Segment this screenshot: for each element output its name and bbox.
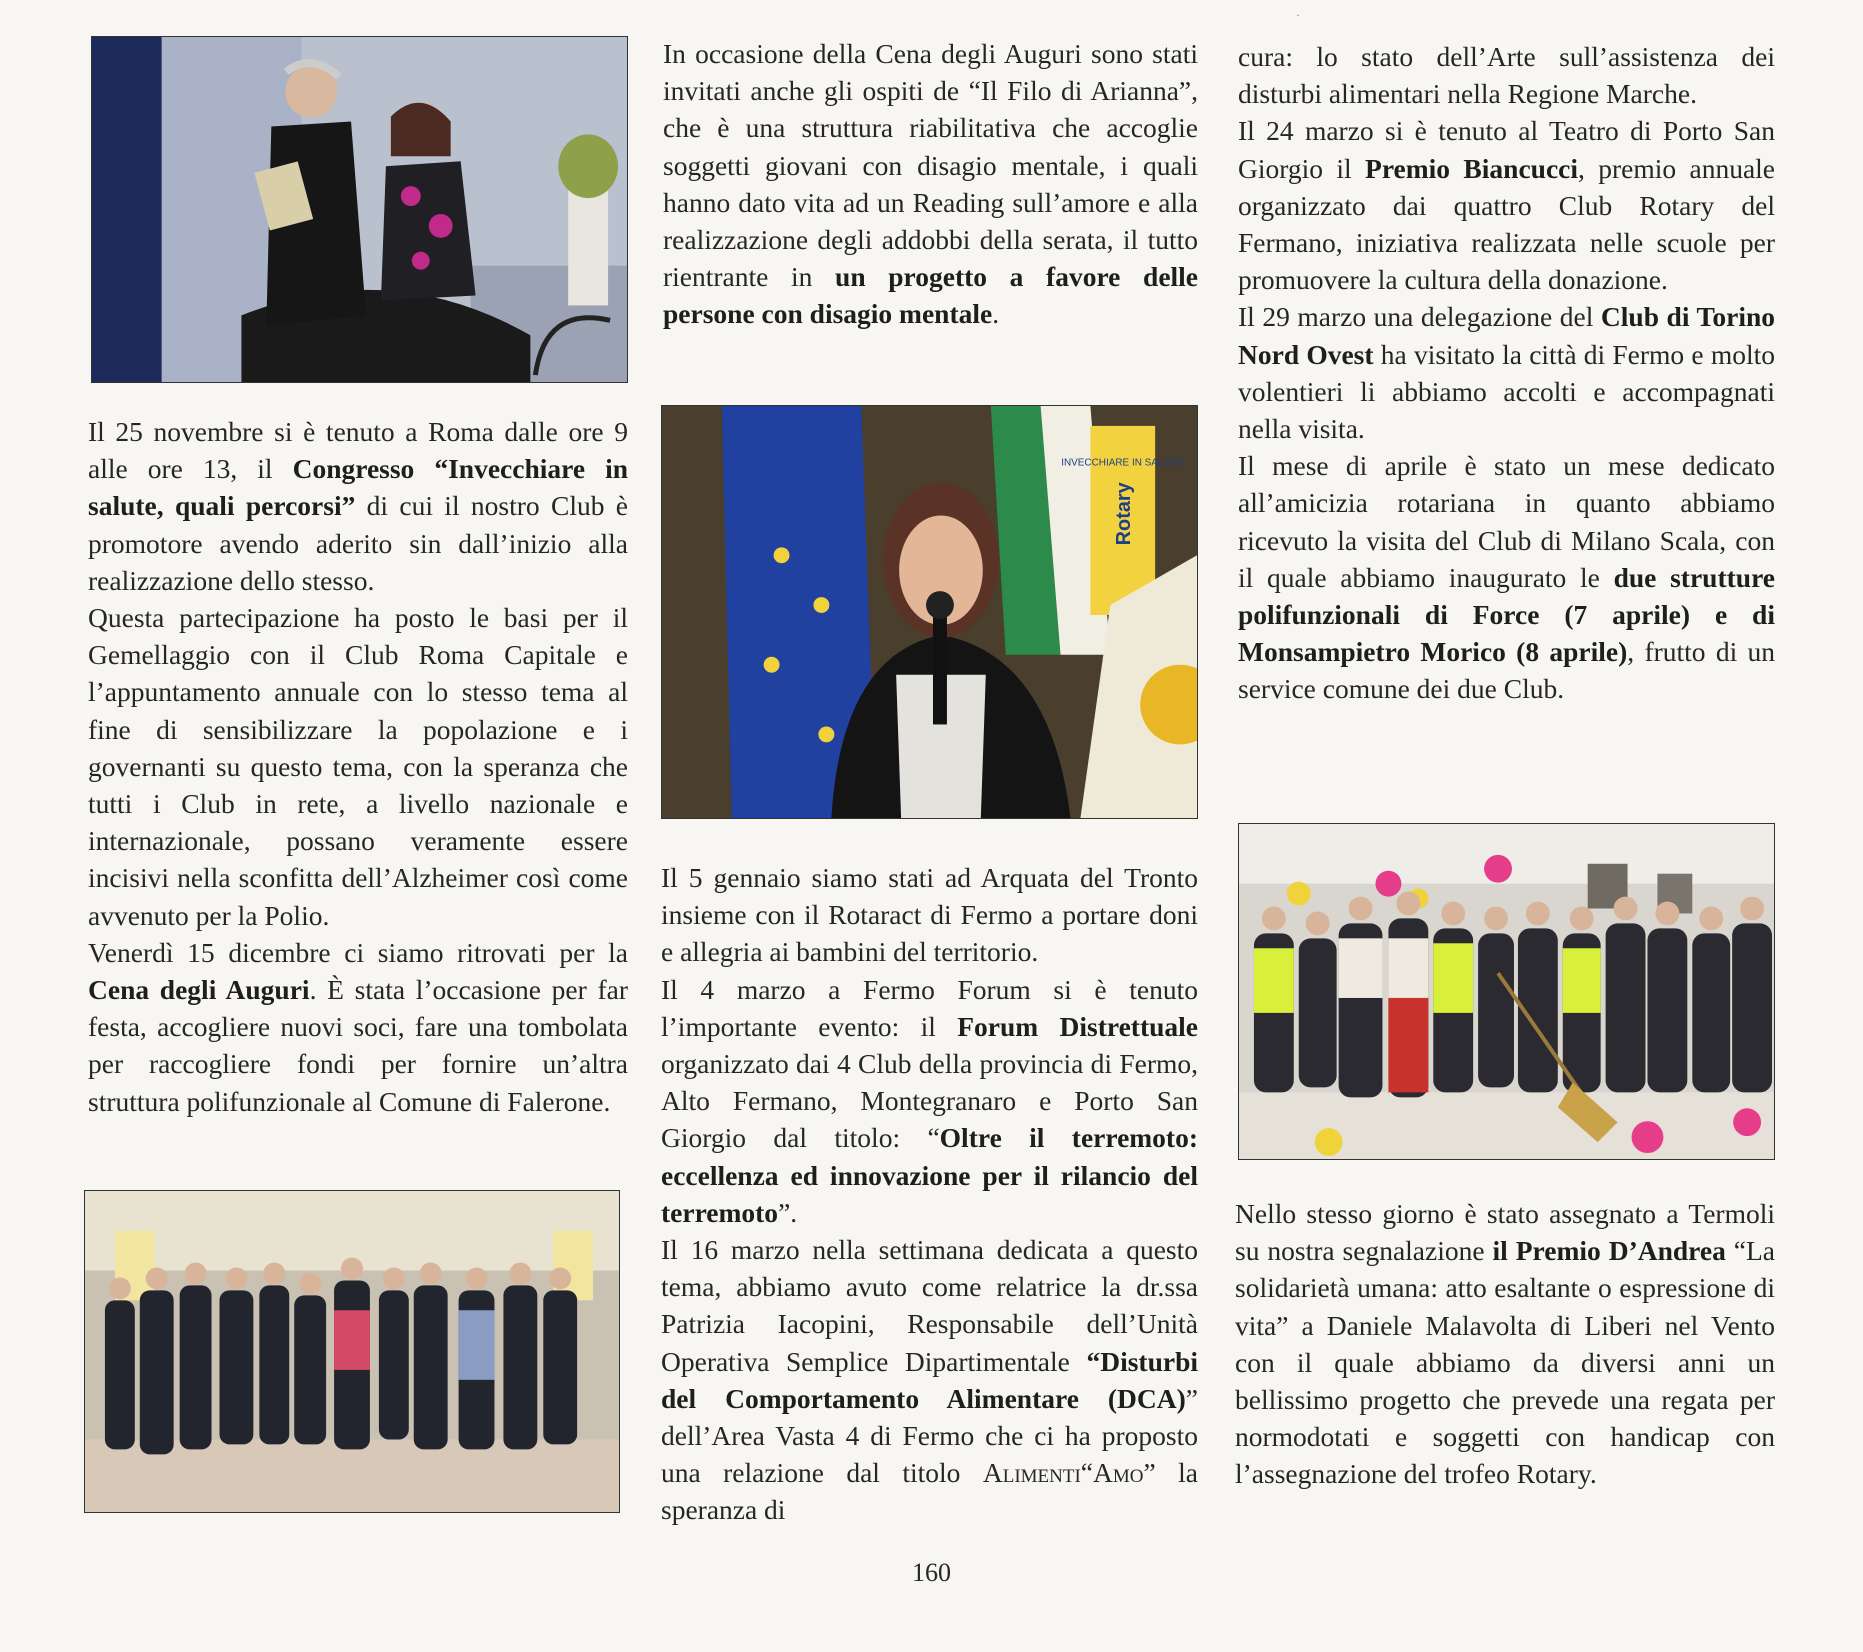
photo-group-inauguration bbox=[1238, 823, 1775, 1160]
paragraph-dca: Il 16 marzo nella settimana dedicata a questo tema, abbiamo avuto come relatrice la dr.ssa Patrizia Iacopini, Responsabile dell’Unità Operativa Semplice Dipartimentale “Disturbi del Comportamento Alimentare (DCA)” dell’Area Vasta 4 di Fermo che ci ha proposto una relazione dal titolo Alimenti“Amo” la speranza di bbox=[661, 1234, 1198, 1526]
paragraph-forum-distrettuale: Il 4 marzo a Fermo Forum si è tenuto l’importante evento: il Forum Distrettuale organizzato dai 4 Club della provincia di Fermo, Alto Fermano, Montegranaro e Porto San Giorgio dal titolo: “Oltre il terremoto: eccellenza ed innovazione per il rilancio del terremoto”. bbox=[661, 973, 1199, 1228]
column-3-text-top bbox=[1238, 38, 1775, 708]
photo-group-dinner bbox=[84, 1190, 620, 1513]
paragraph-torino: Il 29 marzo una delegazione del Club di Torino Nord Ovest ha visitato la città di Fermo e molto volentieri li abbiamo accolti e accompagnati nella visita. bbox=[1238, 301, 1776, 445]
photo-award-handshake bbox=[91, 36, 628, 383]
paragraph-filo-arianna: In occasione della Cena degli Auguri sono stati invitati anche gli ospiti de “Il Filo di Arianna”, che è una struttura riabilitativa che accoglie soggetti giovani con disagio mentale, i quali hanno dato vita ad un Reading sull’amore e alla realizzazione degli addobbi della serata, il tutto rientrante in un progetto a favore delle persone con disagio mentale. bbox=[663, 38, 1199, 330]
column-3-text-bottom bbox=[1235, 1195, 1775, 1493]
paragraph-aprile: Il mese di aprile è stato un mese dedicato all’amicizia rotariana in quanto abbiamo ricevuto la visita del Club di Milano Scala, con il quale abbiamo inaugurato le due strutture polifunzionali di Force (7 aprile) e di Monsampietro Morico (8 aprile), frutto di un service comune dei due Club. bbox=[1238, 450, 1775, 705]
paragraph-arquata: Il 5 gennaio siamo stati ad Arquata del Tronto insieme con il Rotaract di Fermo a portare doni e allegria ai bambini del territorio. bbox=[661, 862, 1198, 968]
page-number: 160 bbox=[912, 1558, 951, 1587]
paragraph-premio-biancucci: Il 24 marzo si è tenuto al Teatro di Porto San Giorgio il Premio Biancucci, premio annuale organizzato dai quattro Club Rotary del Fermano, iniziativa realizzata nelle scuole per promuovere la cultura della donazione. bbox=[1238, 115, 1775, 296]
paragraph-congresso: Il 25 novembre si è tenuto a Roma dalle ore 9 alle ore 13, il Congresso “Invecchiare in salute, quali percorsi” di cui il nostro Club è promotore avendo aderito sin dall’inizio alla realizzazione dello stesso. bbox=[88, 416, 629, 596]
scan-speck: · bbox=[1296, 8, 1300, 22]
banner-text: INVECCHIARE IN SALUTE bbox=[1061, 457, 1184, 469]
photo-speaker-microphone bbox=[661, 405, 1198, 819]
column-1-text bbox=[88, 413, 628, 1120]
paragraph-cura: cura: lo stato dell’Arte sull’assistenza dei disturbi alimentari nella Regione Marche. bbox=[1238, 41, 1775, 110]
column-2-text-bottom bbox=[661, 859, 1198, 1529]
paragraph-premio-dandrea: Nello stesso giorno è stato assegnato a Termoli su nostra segnalazione il Premio D’Andrea “La solidarietà umana: atto esaltante o espressione di vita” a Daniele Malavolta di Liberi nel Vento con il quale abbiamo da diversi anni un bellissimo progetto che prevede una regata per normodotati e soggetti con handicap con l’assegnazione del trofeo Rotary. bbox=[1235, 1198, 1776, 1490]
paragraph-cena-auguri: Venerdì 15 dicembre ci siamo ritrovati per la Cena degli Auguri. È stata l’occasione per far festa, accogliere nuovi soci, fare una tombolata per raccogliere fondi per fornire un’altra struttura polifunzionale al Comune di Falerone. bbox=[88, 936, 628, 1117]
column-2-text-top bbox=[663, 35, 1198, 333]
paragraph-gemellaggio: Questa partecipazione ha posto le basi per il Gemellaggio con il Club Roma Capitale e l’appuntamento annuale con lo stesso tema al fine di sensibilizzare la popolazione e i governanti su questo tema, con la speranza che tutti i Club in rete, a livello nazionale e internazionale, possano veramente essere incisivi nella sconfitta dell’Alzheimer così come avvenuto per la Polio. bbox=[88, 602, 628, 931]
rotary-banner-label: Rotary bbox=[1113, 482, 1136, 546]
